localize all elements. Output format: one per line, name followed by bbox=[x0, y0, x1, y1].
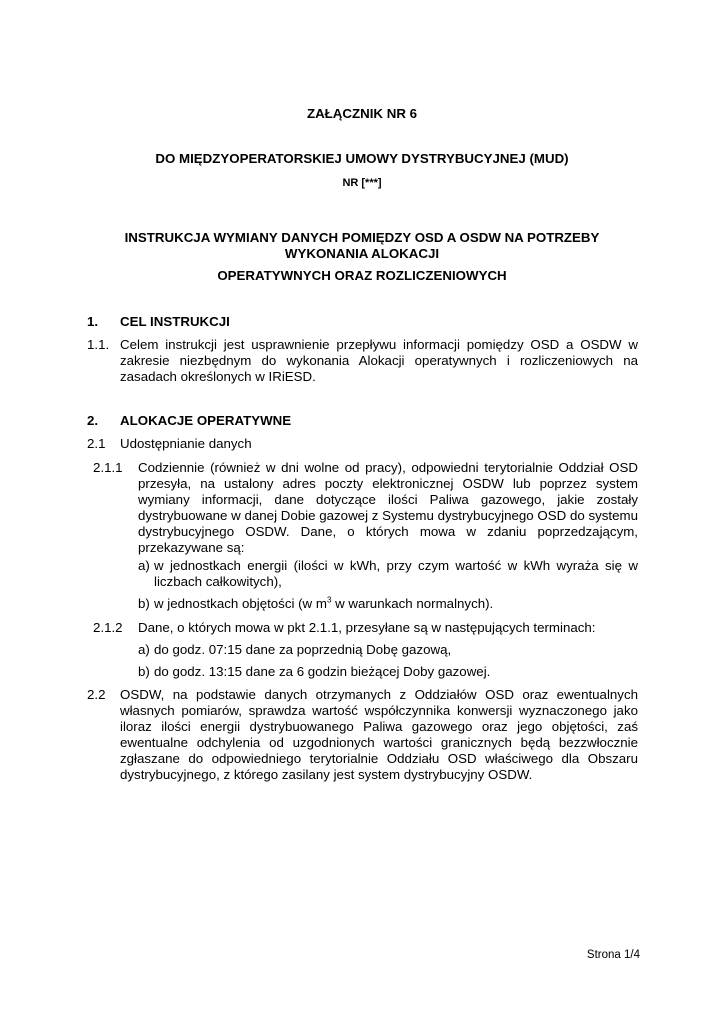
item-2-1-1-number: 2.1.1 bbox=[93, 460, 123, 475]
section-2-number: 2. bbox=[87, 413, 99, 428]
item-2-1-2-text: Dane, o których mowa w pkt 2.1.1, przesyłane są w następujących terminach: bbox=[138, 620, 596, 635]
item-2-1-1-b-text: w jednostkach objętości (w m bbox=[154, 596, 327, 611]
contract-title: DO MIĘDZYOPERATORSKIEJ UMOWY DYSTRYBUCYJNEJ (MUD) bbox=[155, 151, 569, 166]
subsection-2-1-title: Udostępnianie danych bbox=[120, 436, 252, 451]
paragraph-1-1-number: 1.1. bbox=[87, 337, 110, 352]
instruction-title-line2: WYKONANIA ALOKACJI bbox=[284, 246, 440, 261]
subsection-2-1-number: 2.1 bbox=[87, 436, 106, 451]
section-1-heading: CEL INSTRUKCJI bbox=[120, 314, 230, 329]
item-2-1-2-b-label: b) bbox=[138, 664, 150, 679]
item-2-1-1-b-label: b) bbox=[138, 596, 150, 611]
item-2-1-1-b-text-end: w warunkach normalnych). bbox=[331, 596, 494, 611]
item-2-1-1-a-text: w jednostkach energii (ilości w kWh, przy czym wartość w kWh wyraża się w liczbach całkowitych), bbox=[154, 558, 638, 589]
contract-number: NR [***] bbox=[342, 177, 382, 189]
item-2-1-2-number: 2.1.2 bbox=[93, 620, 123, 635]
item-2-1-1-b bbox=[154, 596, 638, 612]
paragraph-1-1-text: Celem instrukcji jest usprawnienie przepływu informacji pomiędzy OSD a OSDW w zakresie niezbędnym do wykonania Alokacji operatywnych i rozliczeniowych na zasadach określonych w IRiESD. bbox=[120, 337, 638, 384]
section-1-number: 1. bbox=[87, 314, 99, 329]
item-2-1-2-a-text: do godz. 07:15 dane za poprzednią Dobę gazową, bbox=[154, 642, 452, 657]
superscript-three: 3 bbox=[326, 595, 332, 605]
item-2-1-2-a-label: a) bbox=[138, 642, 150, 657]
item-2-1-1-a-label: a) bbox=[138, 558, 150, 573]
section-2-heading: ALOKACJE OPERATYWNE bbox=[120, 413, 292, 428]
subsection-2-2-text: OSDW, na podstawie danych otrzymanych z Oddziałów OSD oraz ewentualnych własnych pomiarów, sprawdza wartość współczynnika konwersji wyznaczonego jako iloraz ilości energii dystrybuowanego Paliwa gazowego oraz jego objętości, zaś ewentualne odchylenia od uzgodnionych wartości granicznych będą bezzwłocznie zgłaszane do odpowiedniego terytorialnie Oddziału OSD właściwego dla Obszaru dystrybucyjnego, z którego zasilany jest system dystrybucyjny OSDW. bbox=[120, 687, 638, 782]
instruction-title-line3: OPERATYWNYCH ORAZ ROZLICZENIOWYCH bbox=[217, 268, 507, 283]
item-2-1-1-text: Codziennie (również w dni wolne od pracy), odpowiedni terytorialnie Oddział OSD przesyła, na ustalony adres poczty elektronicznej OSDW lub poprzez system wymiany informacji, dane dotyczące ilości Paliwa gazowego, jakie zostały dystrybuowane w danej Dobie gazowej z Systemu dystrybucyjnego OSD do systemu dystrybucyjnego OSDW. Dane, o których mowa w zdaniu poprzedzającym, przekazywane są: bbox=[138, 460, 638, 555]
subsection-2-2-number: 2.2 bbox=[87, 687, 106, 702]
instruction-title-line1: INSTRUKCJA WYMIANY DANYCH POMIĘDZY OSD A OSDW NA POTRZEBY bbox=[124, 230, 600, 245]
item-2-1-2-b-text: do godz. 13:15 dane za 6 godzin bieżącej Doby gazowej. bbox=[154, 664, 491, 679]
page-number: Strona 1/4 bbox=[586, 949, 640, 961]
annex-title: ZAŁĄCZNIK NR 6 bbox=[306, 106, 418, 121]
